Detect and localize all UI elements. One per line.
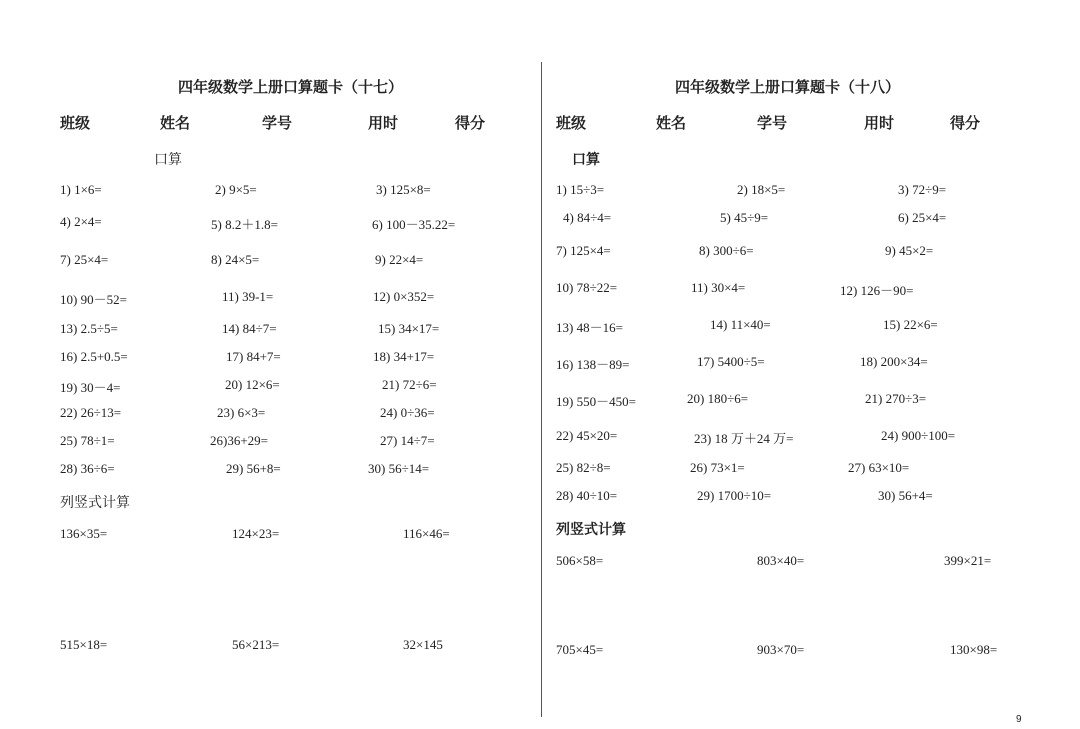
right-field-time: 用时 (864, 116, 895, 132)
right-problem: 22) 45×20= (556, 428, 618, 443)
left-problem: 16) 2.5+0.5= (60, 349, 128, 364)
right-problem: 13) 48－16= (556, 320, 623, 335)
left-field-class: 班级 (60, 116, 91, 132)
right-field-name: 姓名 (656, 116, 687, 132)
right-problem: 18) 200×34= (860, 354, 928, 369)
right-problem: 12) 126－90= (840, 283, 914, 298)
right-vertical-problem: 399×21= (944, 553, 992, 568)
left-problem: 4) 2×4= (60, 214, 102, 229)
right-field-score: 得分 (950, 116, 981, 132)
right-problem: 27) 63×10= (848, 460, 910, 475)
left-problem: 28) 36÷6= (60, 461, 115, 476)
left-problem: 7) 25×4= (60, 252, 109, 267)
left-problem: 27) 14÷7= (380, 433, 435, 448)
left-problem: 12) 0×352= (373, 289, 435, 304)
right-vertical-problem: 803×40= (757, 553, 805, 568)
left-field-time: 用时 (368, 116, 399, 132)
right-field-id: 学号 (757, 116, 788, 132)
left-problem: 22) 26÷13= (60, 405, 122, 420)
left-problem: 13) 2.5÷5= (60, 321, 118, 336)
right-problem: 24) 900÷100= (881, 428, 956, 443)
left-vertical-problem: 32×145 (403, 637, 443, 652)
right-problem: 23) 18 万＋24 万= (694, 431, 794, 446)
right-problem: 29) 1700÷10= (697, 488, 772, 503)
left-problem: 23) 6×3= (217, 405, 266, 420)
left-problem: 11) 39-1= (222, 289, 274, 304)
right-problem: 21) 270÷3= (865, 391, 927, 406)
left-problem: 14) 84÷7= (222, 321, 277, 336)
left-vertical-problem: 136×35= (60, 526, 108, 541)
left-field-score: 得分 (455, 116, 486, 132)
right-problem: 9) 45×2= (885, 243, 934, 258)
left-problem: 10) 90－52= (60, 292, 127, 307)
right-problem: 11) 30×4= (691, 280, 746, 295)
right-vertical-problem: 130×98= (950, 642, 998, 657)
center-divider (541, 62, 542, 717)
left-problem: 17) 84+7= (226, 349, 281, 364)
right-vertical-problem: 903×70= (757, 642, 805, 657)
right-section-vertical: 列竖式计算 (556, 523, 626, 538)
right-problem: 8) 300÷6= (699, 243, 754, 258)
left-problem: 8) 24×5= (211, 252, 260, 267)
page-number: 9 (1016, 714, 1022, 725)
left-field-name: 姓名 (160, 116, 191, 132)
right-vertical-problem: 705×45= (556, 642, 604, 657)
left-problem: 15) 34×17= (378, 321, 440, 336)
right-problem: 3) 72÷9= (898, 182, 947, 197)
left-section-oral: 口算 (154, 153, 182, 168)
right-problem: 7) 125×4= (556, 243, 611, 258)
right-problem: 14) 11×40= (710, 317, 771, 332)
left-problem: 30) 56÷14= (368, 461, 430, 476)
left-vertical-problem: 56×213= (232, 637, 280, 652)
right-problem: 16) 138－89= (556, 357, 630, 372)
right-problem: 10) 78÷22= (556, 280, 618, 295)
left-problem: 19) 30－4= (60, 380, 121, 395)
left-problem: 24) 0÷36= (380, 405, 435, 420)
left-problem: 5) 8.2＋1.8= (211, 217, 278, 232)
left-problem: 20) 12×6= (225, 377, 280, 392)
left-vertical-problem: 124×23= (232, 526, 280, 541)
right-problem: 26) 73×1= (690, 460, 745, 475)
right-problem: 19) 550－450= (556, 394, 636, 409)
right-problem: 25) 82÷8= (556, 460, 611, 475)
left-problem: 3) 125×8= (376, 182, 431, 197)
right-problem: 1) 15÷3= (556, 182, 605, 197)
left-problem: 2) 9×5= (215, 182, 257, 197)
left-field-id: 学号 (262, 116, 293, 132)
right-problem: 15) 22×6= (883, 317, 938, 332)
right-vertical-problem: 506×58= (556, 553, 604, 568)
right-field-class: 班级 (556, 116, 587, 132)
left-problem: 18) 34+17= (373, 349, 435, 364)
right-problem: 28) 40÷10= (556, 488, 618, 503)
left-problem: 25) 78÷1= (60, 433, 115, 448)
right-problem: 30) 56+4= (878, 488, 933, 503)
left-problem: 26)36+29= (210, 433, 268, 448)
right-title: 四年级数学上册口算题卡（十八） (675, 80, 901, 96)
right-problem: 17) 5400÷5= (697, 354, 765, 369)
right-problem: 2) 18×5= (737, 182, 786, 197)
right-problem: 5) 45÷9= (720, 210, 769, 225)
right-problem: 4) 84÷4= (563, 210, 612, 225)
right-problem: 6) 25×4= (898, 210, 947, 225)
left-problem: 21) 72÷6= (382, 377, 437, 392)
left-title: 四年级数学上册口算题卡（十七） (178, 80, 404, 96)
left-vertical-problem: 515×18= (60, 637, 108, 652)
left-problem: 9) 22×4= (375, 252, 424, 267)
right-section-oral: 口算 (572, 153, 600, 168)
left-problem: 1) 1×6= (60, 182, 102, 197)
left-problem: 6) 100－35.22= (372, 217, 456, 232)
right-problem: 20) 180÷6= (687, 391, 749, 406)
left-problem: 29) 56+8= (226, 461, 281, 476)
left-section-vertical: 列竖式计算 (60, 496, 130, 511)
left-vertical-problem: 116×46= (403, 526, 450, 541)
